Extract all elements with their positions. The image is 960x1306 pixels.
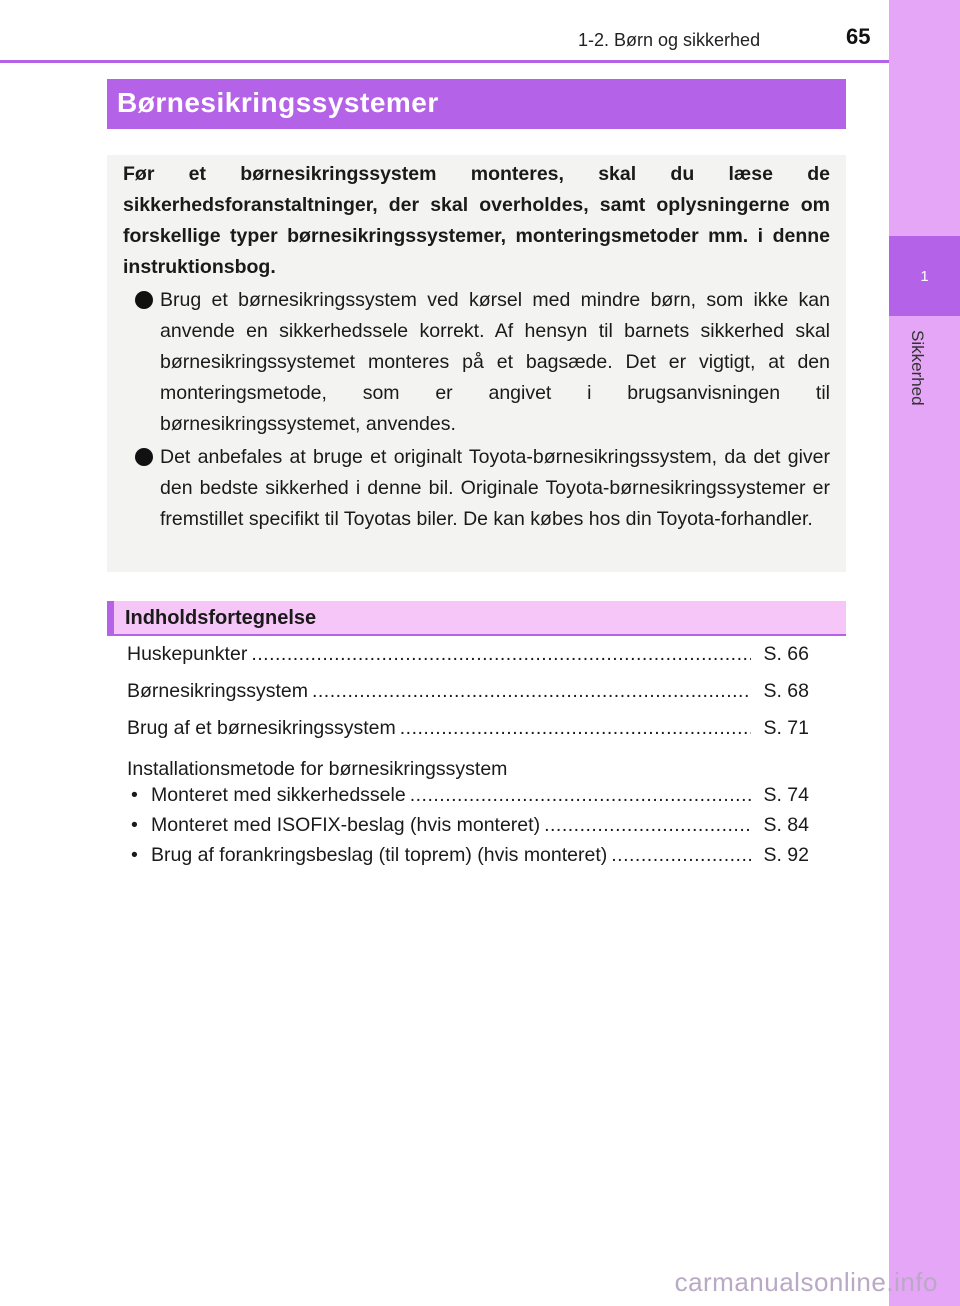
section-title: Børnesikringssystemer (117, 87, 439, 118)
intro-bullet (123, 442, 830, 535)
toc-entry-page[interactable]: S. 74 (763, 784, 809, 806)
running-head: 1-2. Børn og sikkerhed (578, 30, 761, 50)
toc-entry-label: Brug af et børnesikringssystem (127, 717, 396, 739)
toc-entry-label: Huskepunkter (127, 643, 248, 665)
toc-leader (544, 814, 751, 837)
toc-subentry-label: • Monteret med sikkerhedssele (131, 784, 406, 806)
toc-leader (251, 643, 751, 666)
toc-header (107, 601, 846, 636)
toc-subentry-isofix[interactable] (127, 814, 809, 844)
toc-entry-page[interactable]: S. 71 (763, 717, 809, 739)
toc-entry-page[interactable]: S. 92 (763, 844, 809, 866)
toc-subentry-sikkerhedssele[interactable] (127, 784, 809, 814)
toc-entry-label: Børnesikringssystem (127, 680, 308, 702)
intro-box (107, 155, 846, 572)
intro-bullet (123, 285, 830, 440)
toc-leader (312, 680, 751, 703)
toc-leader (400, 717, 751, 740)
header-divider (0, 60, 889, 63)
toc-entry-page[interactable]: S. 68 (763, 680, 809, 702)
chapter-number: 1 (920, 267, 929, 285)
toc-heading: Indholdsfortegnelse (125, 607, 317, 629)
toc-entry-bornesikringssystem[interactable] (127, 680, 809, 710)
toc-subentry-toprem[interactable] (127, 844, 809, 874)
intro-lead: Før et børnesikringssystem monteres, skal du læse de sikkerhedsforanstaltninger, der skal overholdes, samt oplysningerne om forskellige typer børnesikringssystemer, monteringsmetoder mm. i denne instruktionsbog. (123, 163, 830, 278)
bullet-dot-icon (135, 291, 153, 309)
intro-bullet-text: Det anbefales at bruge et originalt Toyota-børnesikringssystem, da det giver den bedste sikkerhed i denne bil. Originale Toyota-børnesikringssystemer er fremstillet specifikt til Toyotas biler. De kan købes hos din Toyota-forhandler. (160, 446, 830, 530)
toc-entry-huskepunkter[interactable] (127, 643, 809, 673)
chapter-side-tab (889, 0, 960, 1306)
toc-entry-brug[interactable] (127, 717, 809, 747)
toc-subentry-label: • Monteret med ISOFIX-beslag (hvis monteret) (131, 814, 541, 836)
toc-subentry-label: • Brug af forankringsbeslag (til toprem) (hvis monteret) (131, 844, 608, 866)
page-number: 65 (846, 24, 871, 49)
toc-group-title: Installationsmetode for børnesikringssystem (127, 758, 508, 780)
chapter-number-box[interactable] (889, 236, 960, 316)
table-of-contents (127, 643, 809, 874)
section-title-bar (107, 79, 846, 129)
intro-bullet-text: Brug et børnesikringssystem ved kørsel med mindre børn, som ikke kan anvende en sikkerhedssele korrekt. Af hensyn til barnets sikkerhed skal børnesikringssystemet monteres på et bagsæde. Det er vigtigt, at den monteringsmetode, som er angivet i brugsanvisningen til børnesikringssystemet, anvendes. (160, 289, 830, 435)
intro-bullets (123, 285, 830, 535)
toc-entry-page[interactable]: S. 84 (763, 814, 809, 836)
toc-leader (611, 844, 751, 867)
toc-entry-page[interactable]: S. 66 (763, 643, 809, 665)
bullet-dot-icon (135, 448, 153, 466)
watermark: carmanualsonline.info (674, 1267, 938, 1297)
chapter-label: Sikkerhed (908, 330, 927, 406)
toc-leader (410, 784, 751, 807)
